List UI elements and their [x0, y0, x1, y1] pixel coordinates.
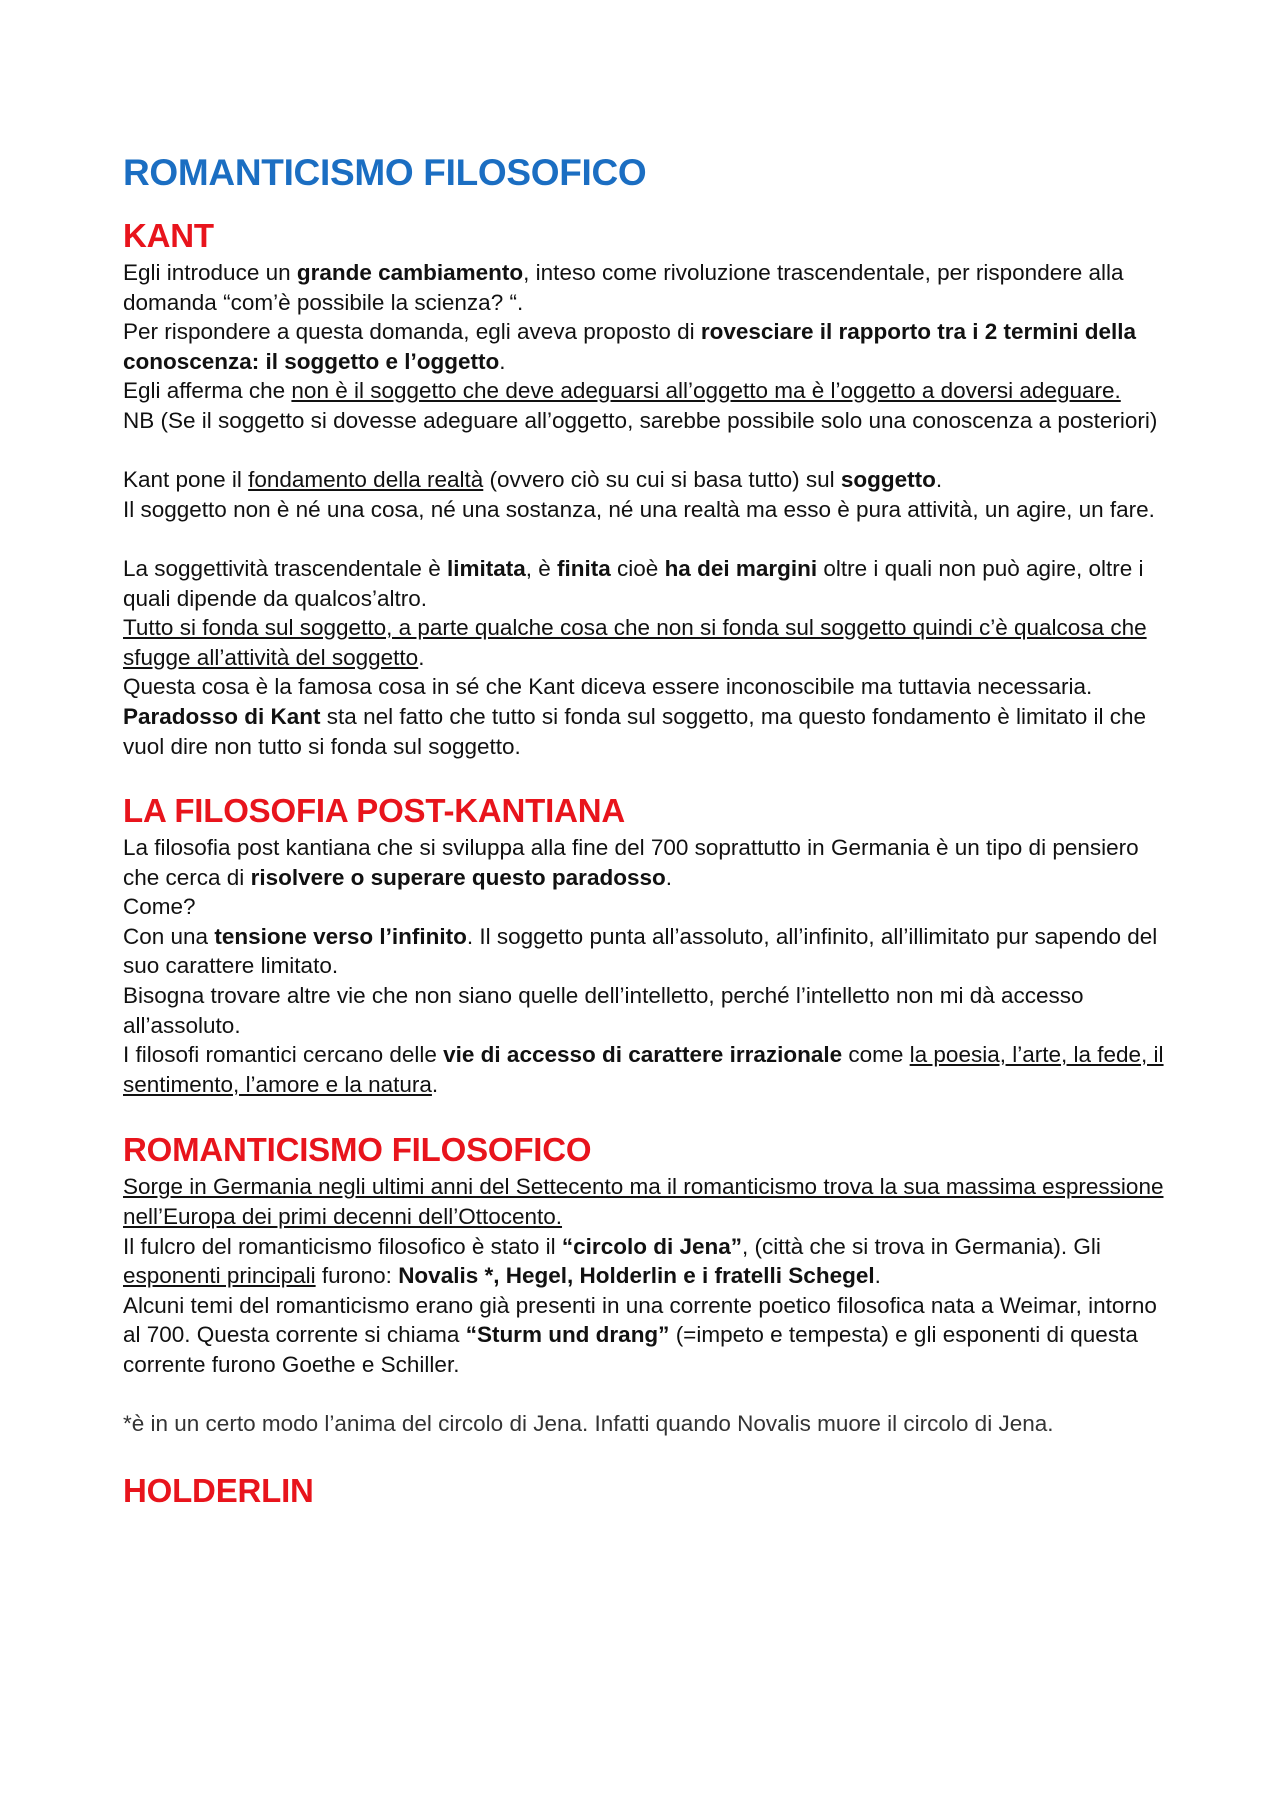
post-kantiana-paragraph-5: I filosofi romantici cercano delle vie di accesso di carattere irrazionale come la poesia, l’arte, la fede, il sentimento, l’amore e la natura. — [123, 1042, 1164, 1097]
kant-paragraph-3: Egli afferma che non è il soggetto che deve adeguarsi all’oggetto ma è l’oggetto a doversi adeguare. — [123, 378, 1121, 404]
post-kantiana-paragraph-4: Bisogna trovare altre vie che non siano quelle dell’intelletto, perché l’intelletto non mi dà accesso all’assoluto. — [123, 983, 1084, 1038]
spacer — [123, 1380, 1170, 1410]
kant-paragraph-1: Egli introduce un grande cambiamento, inteso come rivoluzione trascendentale, per rispondere alla domanda “com’è possibile la scienza? “. — [123, 260, 1124, 315]
section-title-romanticismo: ROMANTICISMO FILOSOFICO — [123, 1131, 592, 1169]
section-title-holderlin: HOLDERLIN — [123, 1471, 314, 1509]
kant-paragraph-2: Per rispondere a questa domanda, egli aveva proposto di rovesciare il rapporto tra i 2 termini della conoscenza: il soggetto e l’oggetto. — [123, 319, 1137, 374]
section-romanticismo — [123, 1128, 1170, 1438]
kant-paragraph-8: Tutto si fonda sul soggetto, a parte qualche cosa che non si fonda sul soggetto quindi c’è qualcosa che sfugge all’attività del soggetto. — [123, 615, 1147, 670]
romanticismo-paragraph-3: Alcuni temi del romanticismo erano già presenti in una corrente poetico filosofica nata a Weimar, intorno al 700. Questa corrente si chiama “Sturm und drang” (=impeto e tempesta) e gli esponenti di questa corrente furono Goethe e Schiller. — [123, 1292, 1157, 1377]
spacer — [123, 436, 1170, 466]
post-kantiana-paragraph-3: Con una tensione verso l’infinito. Il soggetto punta all’assoluto, all’infinito, all’illimitato pur sapendo del suo carattere limitato. — [123, 923, 1158, 979]
section-kant — [123, 214, 1170, 761]
post-kantiana-paragraph-2: Come? — [123, 894, 196, 920]
kant-paragraph-7: La soggettività trascendentale è limitata, è finita cioè ha dei margini oltre i quali non può agire, oltre i quali dipende da qualcos’altro. — [123, 555, 1144, 611]
romanticismo-paragraph-1: Sorge in Germania negli ultimi anni del Settecento ma il romanticismo trova la sua massima espressione nell’Europa dei primi decenni dell’Ottocento. — [123, 1174, 1164, 1230]
section-holderlin — [123, 1469, 1170, 1513]
section-title-post-kantiana: LA FILOSOFIA POST-KANTIANA — [123, 792, 625, 830]
kant-paragraph-10: Paradosso di Kant sta nel fatto che tutto si fonda sul soggetto, ma questo fondamento è limitato il che vuol dire non tutto si fonda sul soggetto. — [123, 703, 1147, 759]
spacer — [123, 524, 1170, 554]
page-title: ROMANTICISMO FILOSOFICO — [123, 152, 647, 193]
kant-paragraph-9: Questa cosa è la famosa cosa in sé che Kant diceva essere inconoscibile ma tuttavia necessaria. — [123, 674, 1093, 700]
section-post-kantiana — [123, 789, 1170, 1099]
post-kantiana-paragraph-1: La filosofia post kantiana che si sviluppa alla fine del 700 soprattutto in Germania è un tipo di pensiero che cerca di risolvere o superare questo paradosso. — [123, 835, 1139, 890]
kant-paragraph-nb: NB (Se il soggetto si dovesse adeguare all’oggetto, sarebbe possibile solo una conoscenza a posteriori) — [123, 407, 1158, 433]
section-title-kant: KANT — [123, 217, 214, 254]
romanticismo-paragraph-2: Il fulcro del romanticismo filosofico è stato il “circolo di Jena”, (città che si trova in Germania). Gli esponenti principali furono: Novalis *, Hegel, Holderlin e i fratelli Schegel. — [123, 1233, 1101, 1289]
footnote: *è in un certo modo l’anima del circolo di Jena. Infatti quando Novalis muore il circolo di Jena. — [123, 1411, 1054, 1437]
kant-paragraph-6: Il soggetto non è né una cosa, né una sostanza, né una realtà ma esso è pura attività, un agire, un fare. — [123, 496, 1155, 522]
kant-paragraph-5: Kant pone il fondamento della realtà (ovvero ciò su cui si basa tutto) sul soggetto. — [123, 467, 943, 493]
